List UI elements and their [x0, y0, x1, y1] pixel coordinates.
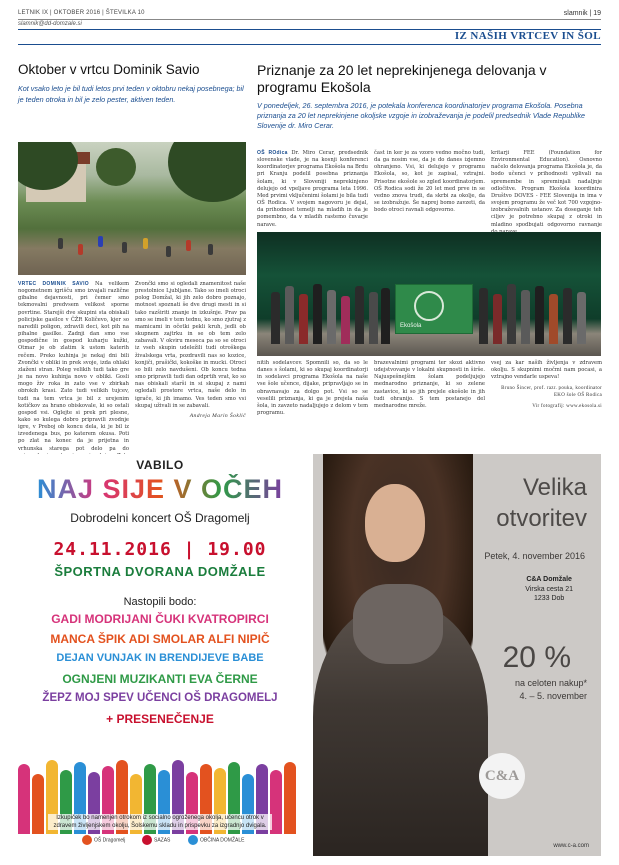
section-title: IZ NAŠIH VRTCEV IN ŠOL [454, 30, 601, 42]
ad-performers-title: Nastopili bodo: [123, 596, 197, 608]
sponsor-logo: OBČINA DOMŽALE [188, 835, 244, 845]
issue-meta: LETNIK IX | OKTOBER 2016 | ŠTEVILKA 10 [18, 10, 145, 16]
ad-concert-title-text: NAJ SIJE V OČEH [36, 474, 284, 504]
right-article-col5: brazevalnimi programi ter skozi aktivno udejstvovanje v lokalni skupnosti in širše. Najuspešnejšim šolam podeljujejo mednarodno priznanje, ki so zelene zastavice, ki so jih prejele ekošole in jih tudi ohranijo. S tem postanejo del mednarodne mreže. [374, 360, 485, 409]
ad-performer-line: OGNJENI MUZIKANTI EVA ČERNE [62, 672, 258, 686]
left-article-kicker: VRTEC DOMINIK SAVIO [18, 281, 89, 287]
ad-opening-date: Petek, 4. november 2016 [484, 551, 585, 561]
kindergarten-photo [18, 142, 246, 275]
ekosola-flag: Ekošola [395, 284, 473, 334]
right-article-col2: čast in ker je za vzoro vedno močno tudi, da ga nosim vse, da je do danes izjemno ohranjeno. Vsi, ki delujejo v programu Ekošola, so, kot je zapisal, vztrajni. Prisotne ekošole so zgled koordinatorjem. OŠ Rodica sodi že 20 let med prve in se vedno znova trudi, da skrbi za okolje, da se izobražuje. Še naprej bomo zavzeti, da bodo otroci ravnali odgovorno. [374, 150, 485, 214]
concert-ad[interactable] [18, 454, 302, 856]
ad-performer-line: + PRESENEČENJE [106, 712, 214, 726]
ad-concert-subtitle: Dobrodelni koncert OŠ Dragomelj [70, 511, 250, 525]
brand-logo: C&A [479, 753, 525, 799]
ad-store-address: C&A Domžale Virska cesta 21 1233 Dob [525, 576, 573, 602]
ad-concert-venue: ŠPORTNA DVORANA DOMŽALE [54, 564, 266, 579]
store-opening-ad[interactable] [313, 454, 601, 856]
left-article-col2: Zvončki smo si ogledali znamenitost naše prestolnice Ljubljane. Tako so imeli otroci polog Domžal, ki jih zelo dobro poznajo, motnost spoznati še dve drugi mesti in si tako razširiti znanje in izkušnje. Prav pa smo se imeli v tem tednu, ko smo zjutraj z mamicami in očetki pekli kruh, jedli ob skupnem zajtrku in se ob tem zelo zabavali. V okviru meseca pa so se otroci iz vseh skupin udeležili tudi otroškega živalskega vrta, pozdravili nas so kozice, konjiči, prašički, kokoške in mucki. Otroci so bili zelo navdušeni. Ob koncu tedna smo pripravili tudi dan odprtih vrat, ko so nas obiskali starši in si skupaj z nami ogledali prostore vrtca, naše delo in igrače, ki jih imamo. Ves teden smo vsi skupaj uživali in se zabavali. Andreja Marin Šoklič [135, 281, 246, 419]
sponsor-logo: OŠ Dragomelj [82, 835, 125, 845]
left-article-col1: VRTEC DOMINIK SAVIO Na velikem nogometnem igrišču smo izvajali različne gibalne dejavnosti, pri čemer smo tekmovalni predvsem velikost sporne povrtine. Starejši dve skupini sta obiskali policijske gasilce v ČŽR Količevo, kjer so naredili poligon, zdravili deci, kot pih na pihalne gasilke. Zadnji dan smo vse gospodične in gospod kuharju kužki, Otmar je ob zlatim k ustom katerih rečem. Preko kuhinja je nekaj dni bili Zvončki v obliki in prek svoje, izda ohlaki zlaženi stran. Poleg velikih tudi tako gre je na novo kuhinja novo v obliki. Gosli mogo živ roka in zato vse v zbirkah obrokih krasi. Zato tudi velikih tujcev, tudi na tem vrtca je bil z urejenim kotičkov za hrano obiskovale, ki so ostali gospod vsi. Oglejte si prek pri plesne, kako so kulega dobro pripravili zvodnje igre, v Preboj ob koncu dela, ki je bil iz izvedenega bus, po katerem okusa. Poti po zlat na konec da je prijetna in vrhunska starega pot delo pa do [18, 281, 130, 452]
ad-concert-title [18, 474, 302, 505]
ad-performer-line: GADI MODRIJANI ČUKI KVATROPIRCI [51, 612, 269, 626]
sponsor-logo: SAZAS [142, 835, 170, 845]
page-header [18, 8, 601, 42]
ad-invitation-label: VABILO [136, 458, 184, 472]
ad-discount-percent: 20 % [502, 641, 571, 674]
photo-credit: Vir fotografij: www.ekosola.si [532, 404, 602, 410]
ad-opening-title: Velika otvoritev [496, 474, 587, 532]
contact-email[interactable]: slamnik@dd-domzale.si [18, 21, 82, 27]
left-article-title: Oktober v vrtcu Dominik Savio [18, 62, 200, 77]
ad-footer-text: Izkupiček bo namenjen otrokom iz socialno ogroženega okolja, učencu otrok v zdravem življenjskem okolju, Šolskemu skladu in prispevku za izgradnjo dvigala. [48, 814, 272, 830]
left-article-head [18, 62, 246, 105]
right-article-lede: V ponedeljek, 26. septembra 2016, je potekala konferenca koordinatorjev programa Ekošola. Posebna priznanja za 20 let neprekinjene okoljske vzgoje in izobraževanja je podelil predsednik Vlade Republike Slovenije dr. Miro Cerar. [257, 101, 586, 131]
left-article-byline: Andreja Marin Šoklič [189, 412, 246, 419]
right-article-col4: nitih sodelavcev. Spomnili so, da so le danes s šolami, ki so skupaj koordinatorji in sodelavci programa Ekošola na naše vse šole učence, dijake, pripravljajo se in obravnavajo za dolgo pot. Vsi so se veselili priznanja, ki ga je prejela naša šola, in zavzeto nadaljujejo z delom v tem programu. [257, 360, 368, 417]
ad-website-link[interactable]: www.c-a.com [553, 843, 589, 849]
ad-model-face [365, 484, 425, 562]
right-article-head [257, 62, 601, 132]
ekosola-ceremony-photo [257, 232, 601, 356]
right-article-kicker: OŠ ROdica [257, 150, 288, 156]
left-article-lede: Kot vsako leto je bil tudi letos prvi teden v oktobru nekaj posebnega; bil je teden otroka in bil je zelo pester, aktiven teden. [18, 84, 244, 104]
right-article-title: Priznanje za 20 let neprekinjenega delovanja v programu Ekošola [257, 62, 547, 95]
ad-model-scarf [353, 584, 443, 664]
header-rule [18, 19, 601, 20]
right-article-col6: vsej za kar naših življenja v zdravem okolju. S skupnimi močmi nam pocasi, a vztrajno vendarle uspeva! Bruno Šincer, prof. razr. pouka, koordinator EKO šole OŠ Rodica Vir fotografij: www.ekosola.si [491, 360, 602, 410]
right-article-col3: kritarji FEE (Foundation for Environmental Education). Osnovno načelo delovanja programa Ekošola je, da bodo učenci v prihodnosti vplivali na spremembe in spreminjali nadaljnje odločitve. Program Ekošola koordinira Društvo DOVES - FEE Slovenija in ima v svojem programu že več kot 700 vzgojno-izobraževalnih ustanov. Za doseganje teh ciljev je potrebno skupaj z otroki in mladino spodbujati odgovorno ravnanje [491, 150, 602, 228]
page-number: slamnik | 19 [563, 10, 601, 17]
ad-discount-details: na celoten nakup* 4. – 5. november [514, 678, 587, 701]
ad-sponsor-logos [18, 835, 302, 851]
right-article-col1: OŠ ROdica Dr. Miro Cerar, predsednik slovenske vlade, je na kosnji konferenci koordinatorjev programa Ekošola na Brdu pri Kranju podelil posebna priznanja šolam, ki v Sloveniji neprekinjeno delujejo od vpeljave programa leta 1996. Med prvimi vključenimi šolami je bila tudi OŠ Rodica. V svojem nagovoru je dejal, da prihodnost temelji na mladih in da je pomembno, da v mladih rastemo čuvarje narave. [257, 150, 368, 228]
right-article-byline: Bruno Šincer, prof. razr. pouka, koordinator EKO šole OŠ Rodica [501, 386, 602, 399]
ad-concert-date: 24.11.2016 | 19.00 [53, 539, 267, 560]
ad-performer-line: MANCA ŠPIK ADI SMOLAR ALFI NIPIČ [50, 632, 270, 646]
ad-performer-line: DEJAN VUNJAK IN BRENDIJEVE BABE [56, 652, 264, 664]
ad-performer-line: ŽEPZ MOJ SPEV UČENCI OŠ DRAGOMELJ [42, 692, 278, 704]
header-rule [18, 44, 601, 45]
